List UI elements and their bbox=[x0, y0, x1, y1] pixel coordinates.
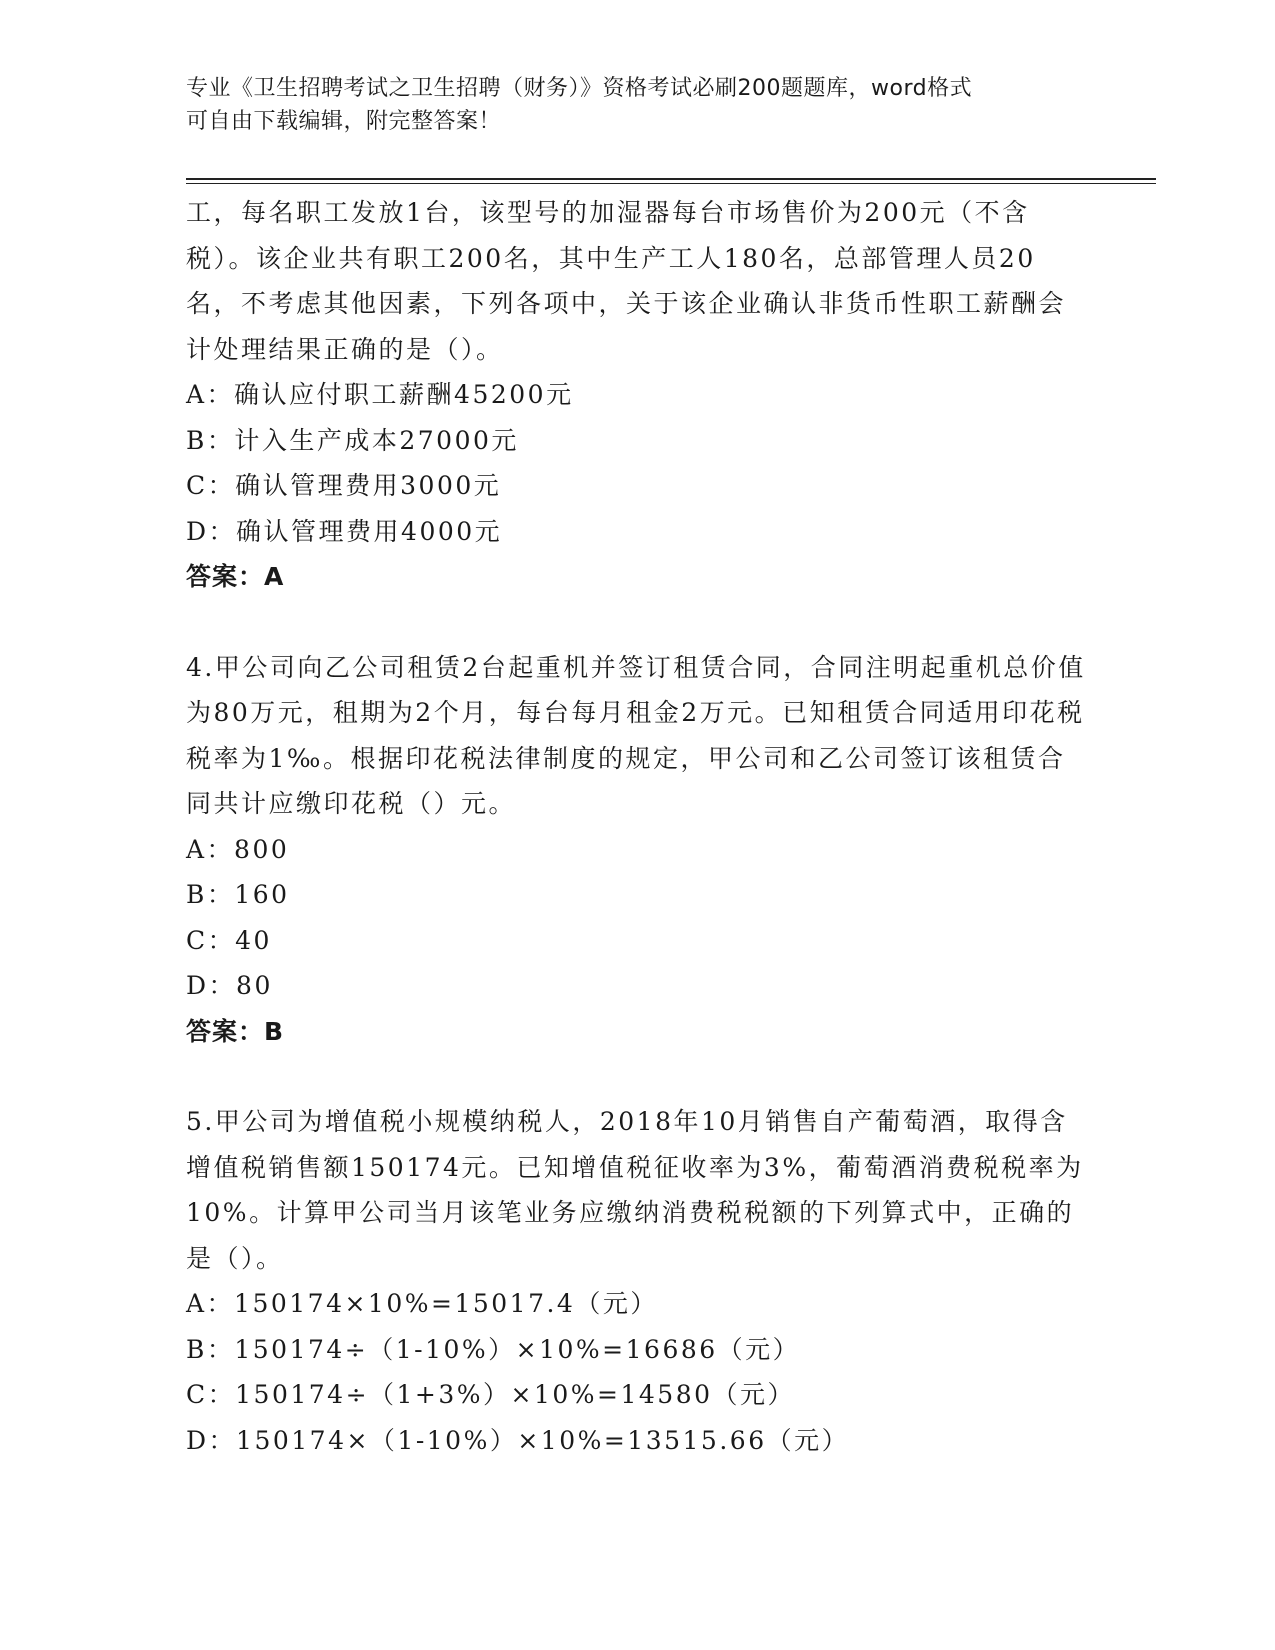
header-rule-thin bbox=[186, 183, 1156, 184]
spacer bbox=[186, 1054, 1086, 1099]
question-4-option-d: D：80 bbox=[186, 971, 273, 1000]
question-3-answer: 答案：A bbox=[186, 562, 285, 591]
spacer bbox=[186, 600, 1086, 645]
question-5-option-a: A：150174×10%=15017.4（元） bbox=[186, 1289, 658, 1318]
header-title-line-2: 可自由下载编辑，附完整答案！ bbox=[186, 109, 502, 134]
question-4-option-c: C：40 bbox=[186, 925, 272, 955]
question-content bbox=[186, 190, 1086, 1463]
question-3-option-b: B：计入生产成本27000元 bbox=[186, 425, 519, 455]
question-4-option-a: A：800 bbox=[186, 834, 290, 864]
header-title-line-1: 专业《卫生招聘考试之卫生招聘（财务）》资格考试必刷200题题库，word格式 bbox=[186, 76, 973, 101]
question-5-option-b: B：150174÷（1-10%）×10%=16686（元） bbox=[186, 1334, 801, 1364]
question-4 bbox=[186, 645, 1086, 1055]
question-3-option-c: C：确认管理费用3000元 bbox=[186, 471, 502, 500]
question-3-option-a: A：确认应付职工薪酬45200元 bbox=[186, 380, 574, 409]
question-4-option-b: B：160 bbox=[186, 880, 290, 909]
question-4-answer: 答案：B bbox=[186, 1016, 285, 1046]
question-3-option-d: D：确认管理费用4000元 bbox=[186, 516, 503, 546]
question-5 bbox=[186, 1099, 1086, 1463]
question-5-stem: 5.甲公司为增值税小规模纳税人，2018年10月销售自产葡萄酒，取得含增值税销售额150174元。已知增值税征收率为3%，葡萄酒消费税税率为10%。计算甲公司当月该笔业务应缴纳消费税税额的下列算式中，正确的是（）。 bbox=[186, 1107, 1084, 1273]
question-4-stem: 4.甲公司向乙公司租赁2台起重机并签订租赁合同，合同注明起重机总价值为80万元，租期为2个月，每台每月租金2万元。已知租赁合同适用印花税税率为1‰。根据印花税法律制度的规定，甲公司和乙公司签订该租赁合同共计应缴印花税（）元。 bbox=[186, 652, 1086, 818]
question-5-option-c: C：150174÷（1+3%）×10%=14580（元） bbox=[186, 1380, 796, 1409]
question-3 bbox=[186, 190, 1086, 600]
header-rule-thick bbox=[186, 178, 1156, 180]
document-header bbox=[186, 72, 1086, 138]
question-3-stem: 工，每名职工发放1台，该型号的加湿器每台市场售价为200元（不含税）。该企业共有职工200名，其中生产工人180名，总部管理人员20名，不考虑其他因素，下列各项中，关于该企业确认非货币性职工薪酬会计处理结果正确的是（）。 bbox=[186, 198, 1067, 364]
question-5-option-d: D：150174×（1-10%）×10%=13515.66（元） bbox=[186, 1425, 850, 1455]
